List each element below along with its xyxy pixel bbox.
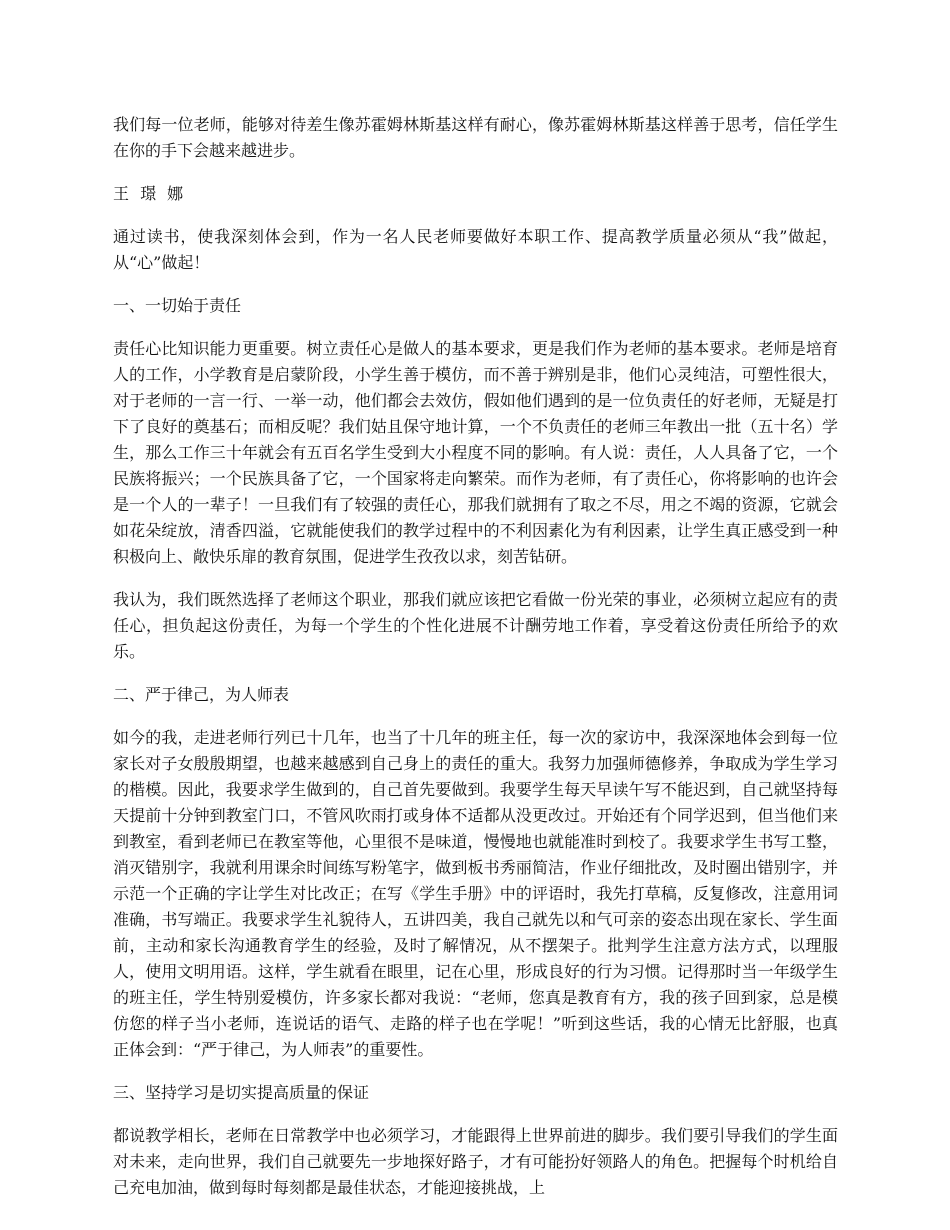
- responsibility-paragraph: 责任心比知识能力更重要。树立责任心是做人的基本要求，更是我们作为老师的基本要求。老师是培育人的工作，小学教育是启蒙阶段，小学生善于模仿，而不善于辨别是非，他们心灵纯洁，可塑性很大，对于老师的一言一行、一举一动，他们都会去效仿，假如他们遇到的是一位负责任的好老师，无疑是打下了良好的奠基石；而相反呢？我们姑且保守地计算，一个不负责任的老师三年教出一批（五十名）学生，那么工作三十年就会有五百名学生受到大小程度不同的影响。有人说：责任，人人具备了它，一个民族将振兴；一个民族具备了它，一个国家将走向繁荣。而作为老师，有了责任心，你将影响的也许会是一个人的一辈子！一旦我们有了较强的责任心，那我们就拥有了取之不尽，用之不竭的资源，它就会如花朵绽放，清香四溢，它就能使我们的教学过程中的不利因素化为有利因素，让学生真正感受到一种积极向上、敞快乐扉的教育氛围，促进学生孜孜以求，刻苦钻研。: [113, 339, 838, 566]
- intro-paragraph: 我们每一位老师，能够对待差生像苏霍姆林斯基这样有耐心，像苏霍姆林斯基这样善于思考，信任学生在你的手下会越来越进步。: [113, 115, 838, 160]
- self-discipline-paragraph: 如今的我，走进老师行列已十几年，也当了十几年的班主任，每一次的家访中，我深深地体会到每一位家长对子女殷殷期望，也越来越感到自己身上的责任的重大。我努力加强师德修养，争取成为学生学习的楷模。因此，我要求学生做到的，自己首先要做到。我要学生每天早读午写不能迟到，自己就坚持每天提前十分钟到教室门口，不管风吹雨打或身体不适都从没更改过。开始还有个同学迟到，但当他们来到教室，看到老师已在教室等他，心里很不是味道，慢慢地也就能准时到校了。我要求学生书写工整，消灭错别字，我就利用课余时间练写粉笔字，做到板书秀丽简洁，作业仔细批改，及时圈出错别字，并示范一个正确的字让学生对比改正；在写《学生手册》中的评语时，我先打草稿，反复修改，注意用词准确，书写端正。我要求学生礼貌待人，五讲四美，我自己就先以和气可亲的姿态出现在家长、学生面前，主动和家长沟通教育学生的经验，及时了解情况，从不摆架子。批判学生注意方法方式，以理服人，使用文明用语。这样，学生就看在眼里，记在心里，形成良好的行为习惯。记得那时当一年级学生的班主任，学生特别爱模仿，许多家长都对我说：“老师，您真是教育有方，我的孩子回到家，总是模仿您的样子当小老师，连说话的语气、走路的样子也在学呢！”听到这些话，我的心情无比舒服，也真正体会到：“严于律己，为人师表”的重要性。: [113, 728, 838, 1059]
- career-choice-paragraph: 我认为，我们既然选择了老师这个职业，那我们就应该把它看做一份光荣的事业，必须树立起应有的责任心，担负起这份责任，为每一个学生的个性化进展不计酬劳地工作着，享受着这份责任所给予的欢乐。: [113, 590, 838, 661]
- reading-reflection-paragraph: 通过读书，使我深刻体会到，作为一名人民老师要做好本职工作、提高教学质量必须从“我”做起，从“心”做起！: [113, 227, 838, 272]
- continuous-learning-paragraph: 都说教学相长，老师在日常教学中也必须学习，才能跟得上世界前进的脚步。我们要引导我们的学生面对未来，走向世界，我们自己就要先一步地探好路子，才有可能扮好领路人的角色。把握每个时机给自己充电加油，做到每时每刻都是最佳状态，才能迎接挑战，上: [113, 1126, 838, 1197]
- author-name: 王 璟 娜: [113, 184, 187, 203]
- section-heading-responsibility: 一、一切始于责任: [113, 296, 242, 315]
- section-heading-self-discipline: 二、严于律己，为人师表: [113, 685, 290, 704]
- section-heading-continuous-learning: 三、坚持学习是切实提高质量的保证: [113, 1083, 370, 1102]
